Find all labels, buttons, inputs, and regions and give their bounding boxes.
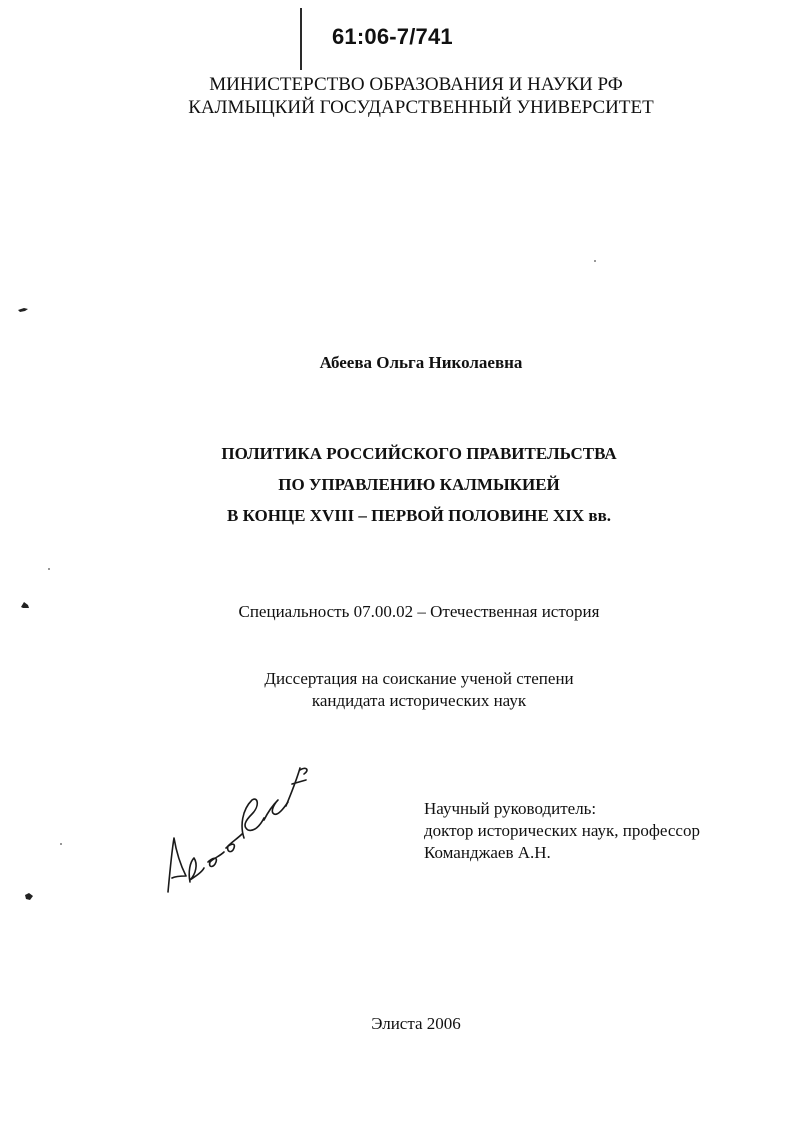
dissertation-title: [0, 438, 792, 531]
title-line: В КОНЦЕ XVIII – ПЕРВОЙ ПОЛОВИНЕ XIX вв.: [226, 506, 612, 525]
scan-speck-mark: [18, 306, 28, 314]
handwritten-signature: [160, 740, 320, 910]
title-line: ПОЛИТИКА РОССИЙСКОГО ПРАВИТЕЛЬСТВА: [221, 444, 617, 463]
specialty-line: Специальность 07.00.02 – Отечественная история: [238, 602, 600, 621]
degree-line: кандидата исторических наук: [311, 691, 527, 710]
degree-statement: [0, 668, 792, 712]
title-line: ПО УПРАВЛЕНИЮ КАЛМЫКИЕЙ: [278, 475, 560, 494]
supervisor-label: Научный руководитель:: [424, 799, 597, 818]
scan-dot: [60, 843, 62, 845]
degree-line: Диссертация на соискание ученой степени: [264, 669, 574, 688]
scan-speck-mark: [24, 893, 34, 901]
scan-dot: [48, 568, 50, 570]
university-name: КАЛМЫЦКИЙ ГОСУДАРСТВЕННЫЙ УНИВЕРСИТЕТ: [188, 97, 654, 118]
scan-dot: [594, 260, 596, 262]
city-year: Элиста 2006: [371, 1014, 461, 1033]
supervisor-degree: доктор исторических наук, профессор: [424, 821, 700, 840]
ministry-name: МИНИСТЕРСТВО ОБРАЗОВАНИЯ И НАУКИ РФ: [209, 74, 623, 95]
supervisor-block: [424, 798, 700, 864]
scan-margin-line: [300, 8, 302, 70]
supervisor-name: Команджаев А.Н.: [424, 843, 551, 862]
catalog-number: 61:06-7/741: [332, 24, 453, 49]
author-name: Абеева Ольга Николаевна: [319, 353, 523, 372]
institution-header: [0, 73, 792, 119]
